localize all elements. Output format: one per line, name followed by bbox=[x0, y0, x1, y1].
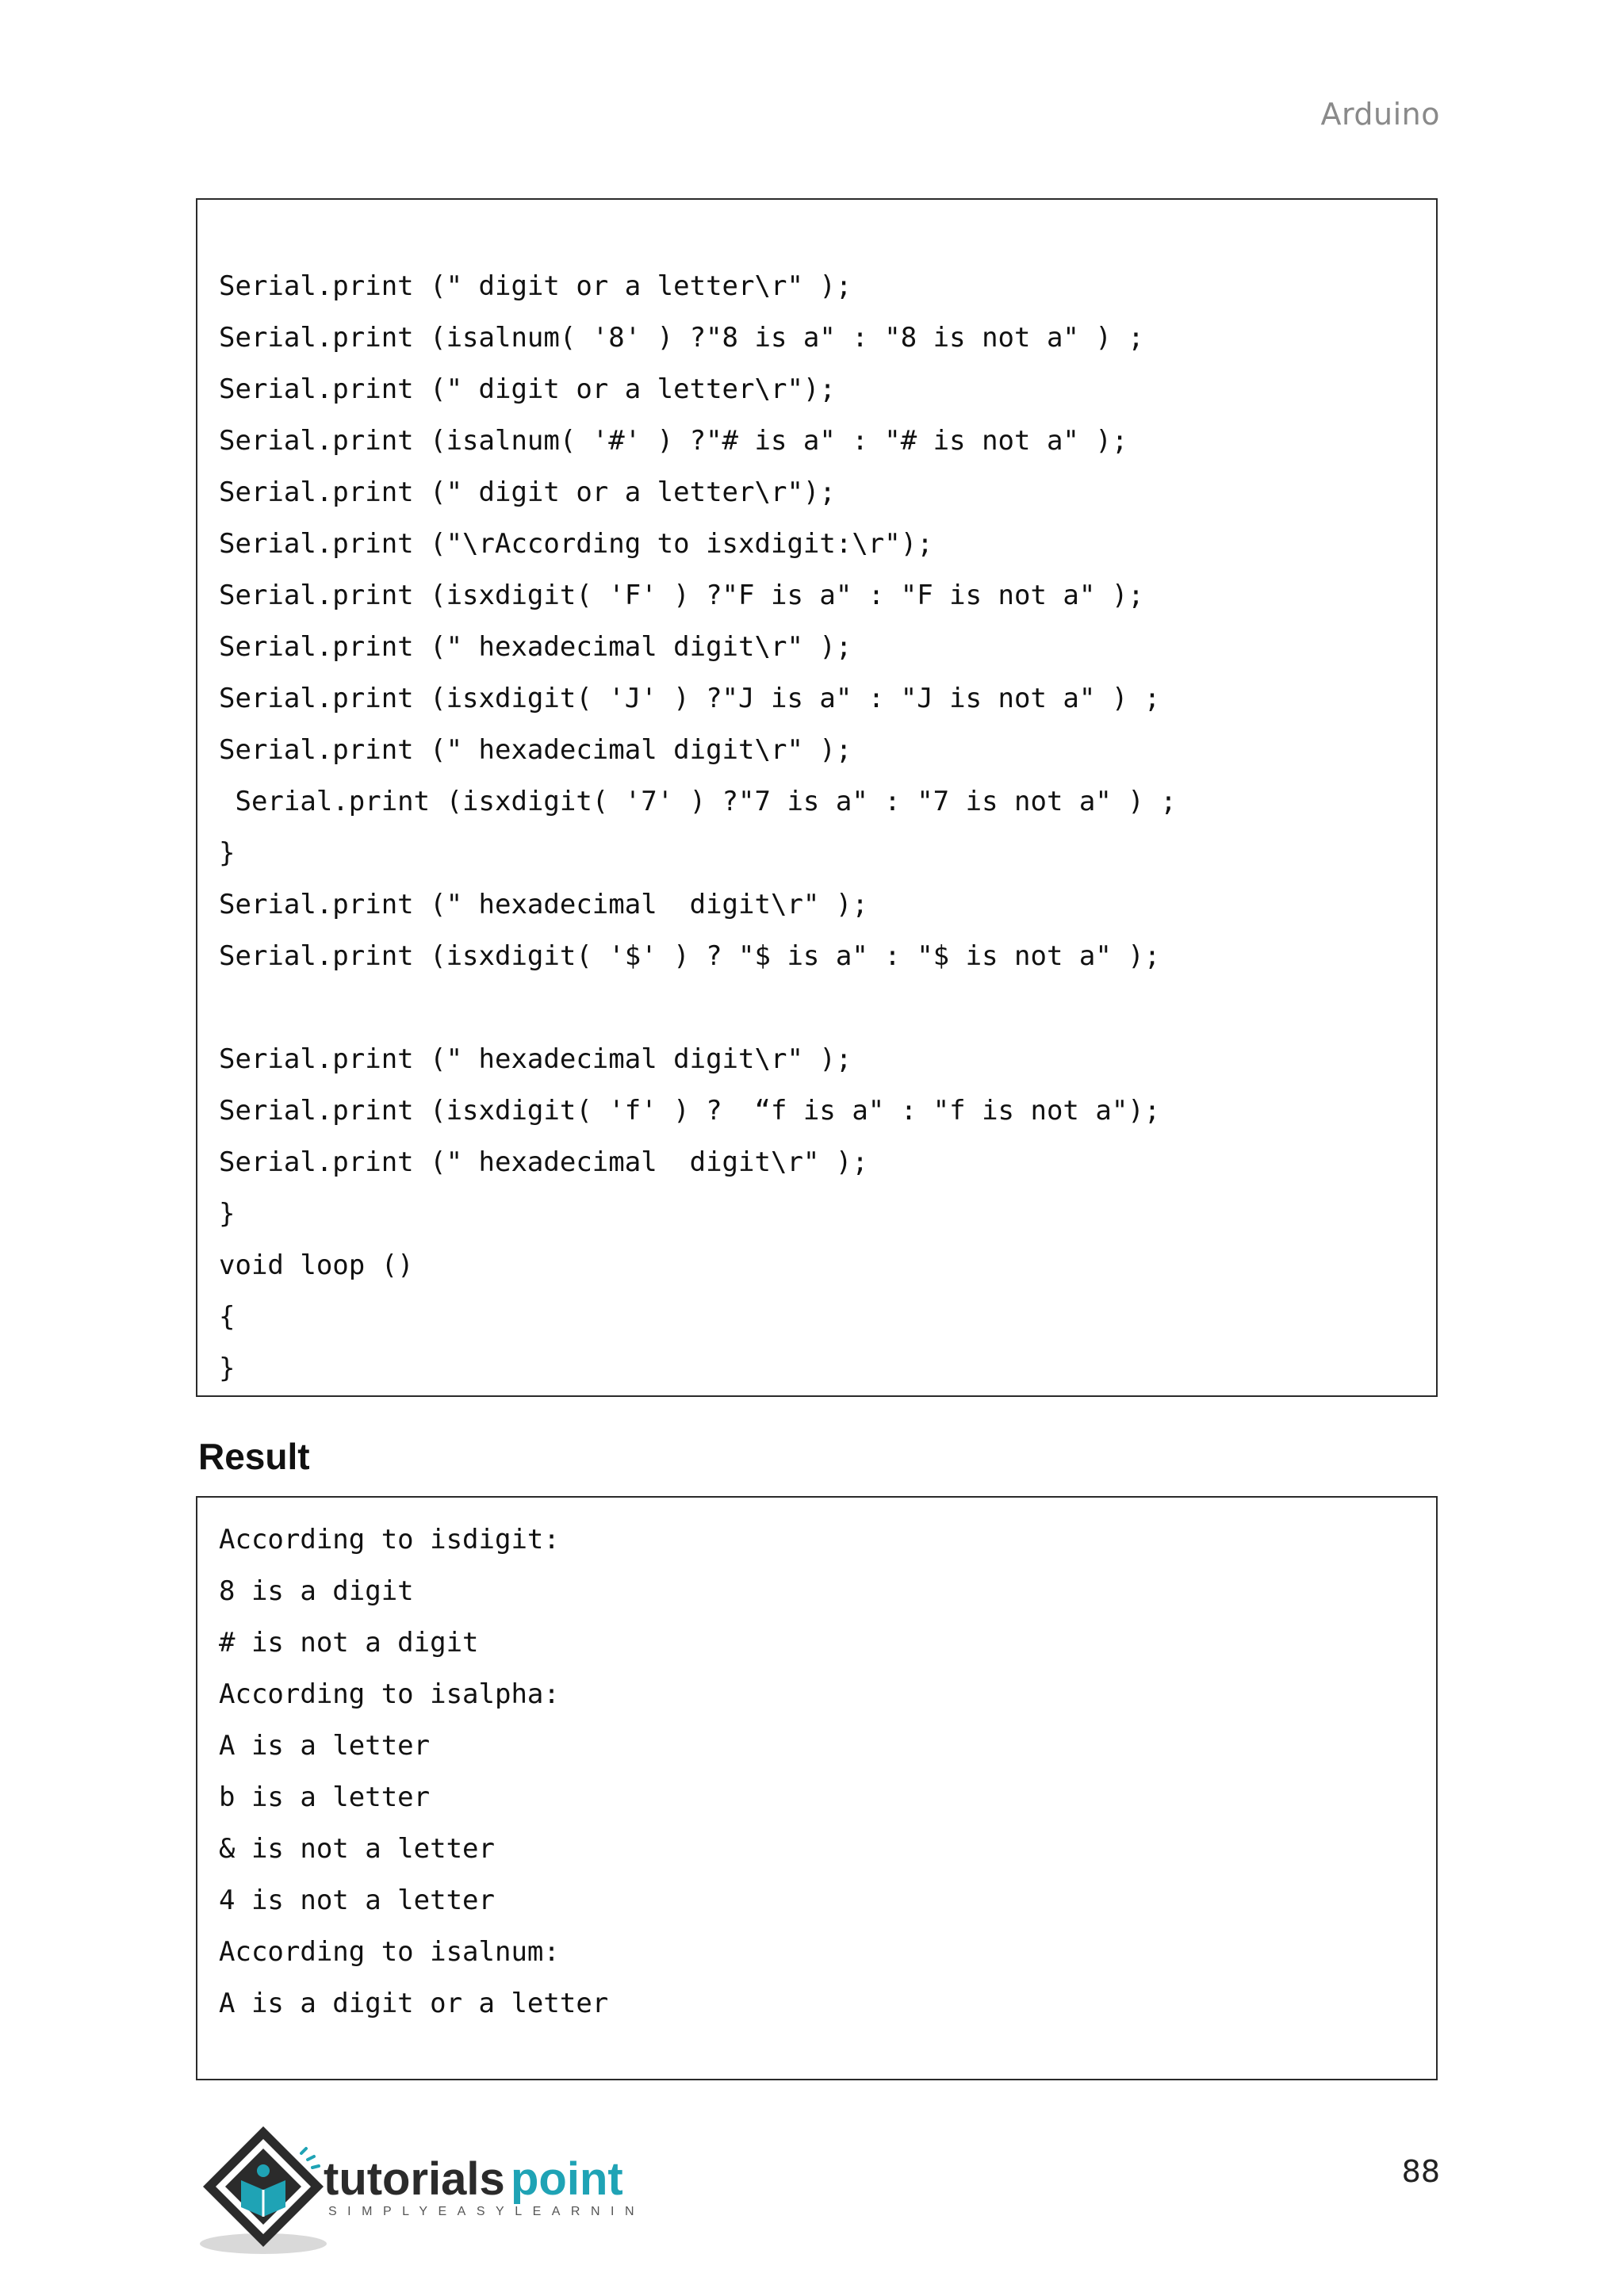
code-line: Serial.print (isxdigit( '$' ) ? "$ is a" : "$ is not a" ); bbox=[219, 940, 1161, 972]
code-line: Serial.print (isxdigit( 'f' ) ? “f is a" : "f is not a"); bbox=[219, 1095, 1161, 1127]
output-line: 8 is a digit bbox=[219, 1575, 414, 1607]
output-line: According to isdigit: bbox=[219, 1524, 560, 1556]
code-line: Serial.print (isxdigit( 'J' ) ?"J is a" : "J is not a" ) ; bbox=[219, 683, 1161, 714]
output-line: & is not a letter bbox=[219, 1833, 495, 1865]
code-line: Serial.print (isxdigit( 'F' ) ?"F is a" : "F is not a" ); bbox=[219, 580, 1144, 611]
code-line: Serial.print (" hexadecimal digit\r" ); bbox=[219, 734, 852, 766]
running-header-title: Arduino bbox=[1320, 97, 1440, 132]
result-output-block bbox=[196, 1496, 1438, 2080]
output-line: According to isalpha: bbox=[219, 1678, 560, 1710]
code-line: Serial.print (" digit or a letter\r" ); bbox=[219, 270, 852, 302]
code-line: } bbox=[219, 1198, 236, 1230]
code-line: void loop () bbox=[219, 1249, 414, 1281]
code-line: { bbox=[219, 1301, 236, 1333]
code-line: Serial.print (isalnum( '8' ) ?"8 is a" : "8 is not a" ) ; bbox=[219, 322, 1144, 354]
code-line: } bbox=[219, 1353, 236, 1384]
code-line-blank bbox=[219, 982, 1436, 1034]
logo-person-head-icon bbox=[257, 2164, 270, 2177]
code-line: Serial.print ("\rAccording to isxdigit:\r"); bbox=[219, 528, 933, 560]
output-line: A is a digit or a letter bbox=[219, 1988, 609, 2019]
tutorialspoint-logo bbox=[197, 2125, 641, 2260]
output-line: # is not a digit bbox=[219, 1627, 479, 1659]
logo-text-accent: point bbox=[511, 2153, 623, 2205]
code-block bbox=[196, 198, 1438, 1397]
code-line: } bbox=[219, 837, 236, 869]
code-line: Serial.print (" hexadecimal digit\r" ); bbox=[219, 889, 868, 920]
code-line: Serial.print (" hexadecimal digit\r" ); bbox=[219, 1146, 868, 1178]
logo-text-dark: tutorials bbox=[324, 2153, 505, 2205]
output-line: According to isalnum: bbox=[219, 1936, 560, 1968]
code-line: Serial.print (" hexadecimal digit\r" ); bbox=[219, 1043, 852, 1075]
output-line: 4 is not a letter bbox=[219, 1885, 495, 1916]
page-number: 88 bbox=[1401, 2154, 1440, 2189]
code-line: Serial.print (isalnum( '#' ) ?"# is a" : "# is not a" ); bbox=[219, 425, 1128, 457]
result-heading: Result bbox=[198, 1436, 310, 1477]
code-line: Serial.print (" digit or a letter\r"); bbox=[219, 373, 836, 405]
code-line: Serial.print (" hexadecimal digit\r" ); bbox=[219, 631, 852, 663]
output-line: b is a letter bbox=[219, 1781, 431, 1813]
logo-tagline: SIMPLYEASYLEARNING bbox=[328, 2205, 641, 2218]
output-line: A is a letter bbox=[219, 1730, 431, 1762]
code-line: Serial.print (" digit or a letter\r"); bbox=[219, 476, 836, 508]
code-line: Serial.print (isxdigit( '7' ) ?"7 is a" : "7 is not a" ) ; bbox=[219, 786, 1177, 817]
